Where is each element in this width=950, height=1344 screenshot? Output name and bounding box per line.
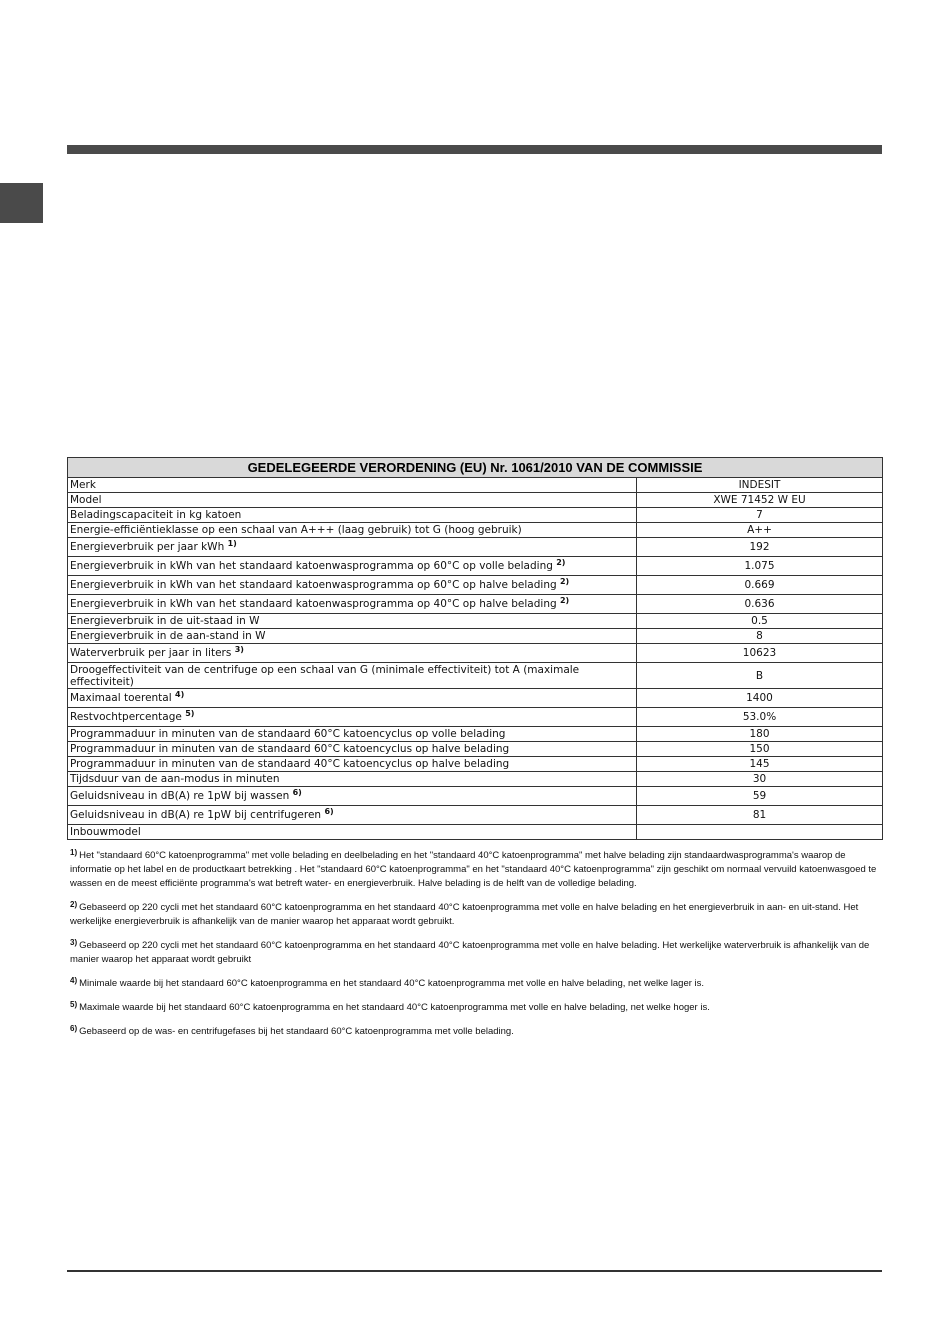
row-label: Geluidsniveau in dB(A) re 1pW bij centrifugeren $^{6)}$	[68, 806, 637, 825]
row-value: 180	[637, 727, 883, 742]
row-value: 59	[637, 787, 883, 806]
row-value: 150	[637, 742, 883, 757]
footnote-mark: 3)	[70, 938, 78, 947]
row-value: 53.0%	[637, 708, 883, 727]
row-label: Energie-efficiëntieklasse op een schaal van A+++ (laag gebruik) tot G (hoog gebruik)	[68, 523, 637, 538]
footnote-ref: 1)	[227, 539, 237, 548]
footnote-ref: 6)	[292, 788, 302, 797]
footnote-ref: 2)	[559, 596, 570, 605]
row-label: Programmaduur in minuten van de standaard 60°C katoencyclus op volle belading	[68, 727, 637, 742]
table-row	[68, 576, 883, 595]
footnote-text: Gebaseerd op de was- en centrifugefases bij het standaard 60°C katoenprogramma met volle belading.	[79, 1026, 514, 1037]
table-row	[68, 757, 883, 772]
table-row	[68, 523, 883, 538]
row-value: 7	[637, 508, 883, 523]
row-value: 0.669	[637, 576, 883, 595]
footnote-mark: 1)	[70, 848, 78, 857]
footnote	[70, 849, 882, 891]
row-value: B	[637, 663, 883, 689]
row-value	[637, 825, 883, 840]
footnote	[70, 1025, 882, 1039]
table-row	[68, 689, 883, 708]
row-value: 1.075	[637, 557, 883, 576]
row-label: Energieverbruik in de aan-stand in W	[68, 629, 637, 644]
table-row	[68, 629, 883, 644]
footnote	[70, 901, 882, 929]
row-value: 81	[637, 806, 883, 825]
row-label: Energieverbruik in de uit-staad in W	[68, 614, 637, 629]
row-value: 1400	[637, 689, 883, 708]
table-row	[68, 806, 883, 825]
row-value: 0.5	[637, 614, 883, 629]
table-row	[68, 478, 883, 493]
row-value: INDESIT	[637, 478, 883, 493]
row-label: Inbouwmodel	[68, 825, 637, 840]
table-row	[68, 787, 883, 806]
regulation-table	[67, 457, 883, 840]
row-value: 192	[637, 538, 883, 557]
row-label: Programmaduur in minuten van de standaard 40°C katoencyclus op halve belading	[68, 757, 637, 772]
table-row	[68, 708, 883, 727]
row-label: Geluidsniveau in dB(A) re 1pW bij wassen $^{6)}$	[68, 787, 637, 806]
footnote-text: Maximale waarde bij het standaard 60°C katoenprogramma en het standaard 40°C katoenprogramma met volle en halve belading, net welke hoger is.	[79, 1002, 710, 1013]
row-value: 10623	[637, 644, 883, 663]
row-label: Energieverbruik in kWh van het standaard katoenwasprogramma op 40°C op halve belading $^{2)}$	[68, 595, 637, 614]
footnote	[70, 977, 882, 991]
table-title: GEDELEGEERDE VERORDENING (EU) Nr. 1061/2010 VAN DE COMMISSIE	[68, 458, 883, 478]
footnote-ref: 4)	[175, 690, 185, 699]
footnotes	[70, 849, 882, 1049]
footnote-mark: 6)	[70, 1024, 78, 1033]
table-row	[68, 557, 883, 576]
table-row	[68, 644, 883, 663]
row-label: Energieverbruik in kWh van het standaard katoenwasprogramma op 60°C op halve belading $^{2)}$	[68, 576, 637, 595]
header-rule	[67, 145, 882, 154]
footnote-ref: 6)	[324, 807, 334, 816]
footnote	[70, 1001, 882, 1015]
row-label: Model	[68, 493, 637, 508]
row-value: 145	[637, 757, 883, 772]
footnote-mark: 5)	[70, 1000, 78, 1009]
row-label: Energieverbruik in kWh van het standaard katoenwasprogramma op 60°C op volle belading $^{2)}$	[68, 557, 637, 576]
footnote-ref: 2)	[559, 577, 570, 586]
row-label: Maximaal toerental $^{4)}$	[68, 689, 637, 708]
footnote-mark: 2)	[70, 900, 78, 909]
section-tab-marker	[0, 183, 43, 223]
footnote-mark: 4)	[70, 976, 78, 985]
row-label: Beladingscapaciteit in kg katoen	[68, 508, 637, 523]
footnote-text: Minimale waarde bij het standaard 60°C katoenprogramma en het standaard 40°C katoenprogramma met volle en halve belading, net welke lager is.	[79, 978, 705, 989]
row-label: Tijdsduur van de aan-modus in minuten	[68, 772, 637, 787]
table-row	[68, 493, 883, 508]
footnote-ref: 5)	[185, 709, 195, 718]
table-row	[68, 614, 883, 629]
row-value: 8	[637, 629, 883, 644]
table-row	[68, 825, 883, 840]
row-label: Droogeffectiviteit van de centrifuge op een schaal van G (minimale effectiviteit) tot A (maximale effectiviteit)	[68, 663, 637, 689]
row-value: A++	[637, 523, 883, 538]
footnote-ref: 3)	[234, 645, 244, 654]
table-row	[68, 742, 883, 757]
row-value: XWE 71452 W EU	[637, 493, 883, 508]
table-row	[68, 663, 883, 689]
table-row	[68, 508, 883, 523]
footnote-ref: 2)	[556, 558, 566, 567]
footnote-text: Gebaseerd op 220 cycli met het standaard 60°C katoenprogramma en het standaard 40°C katoenprogramma met volle en halve belading. Het werkelijke waterverbruik is afhankelijk van de manier waarop het apparaat wordt gebruikt	[70, 940, 870, 965]
footnote-text: Het "standaard 60°C katoenprogramma" met volle belading en deelbelading en het "standaard 40°C katoenprogramma" met halve belading zijn standaardwasprogramma's waarop de informatie op het label en de productkaart betrekking . Het "standaard 60°C katoenprogramma" en het "standaard 40°C katoenprogramma" zijn geschikt om normaal vervuild katoenwasgoed te wassen en de meest efficiënte programma's wat betreft water- en energieverbruik. Halve belading is de helft van de volledige belading.	[70, 850, 877, 889]
footer-rule	[67, 1270, 882, 1272]
table-row	[68, 727, 883, 742]
row-label: Programmaduur in minuten van de standaard 60°C katoencyclus op halve belading	[68, 742, 637, 757]
footnote	[70, 939, 882, 967]
row-value: 30	[637, 772, 883, 787]
table-row	[68, 538, 883, 557]
table-row	[68, 595, 883, 614]
row-value: 0.636	[637, 595, 883, 614]
footnote-text: Gebaseerd op 220 cycli met het standaard 60°C katoenprogramma en het standaard 40°C katoenprogramma met volle en halve belading en het energieverbruik in aan- en uit-stand. Het werkelijke energieverbruik is afhankelijk van de manier waarop het apparaat wordt gebruikt.	[70, 902, 859, 927]
row-label: Energieverbruik per jaar kWh $^{1)}$	[68, 538, 637, 557]
table-row	[68, 772, 883, 787]
row-label: Restvochtpercentage $^{5)}$	[68, 708, 637, 727]
row-label: Merk	[68, 478, 637, 493]
row-label: Waterverbruik per jaar in liters $^{3)}$	[68, 644, 637, 663]
